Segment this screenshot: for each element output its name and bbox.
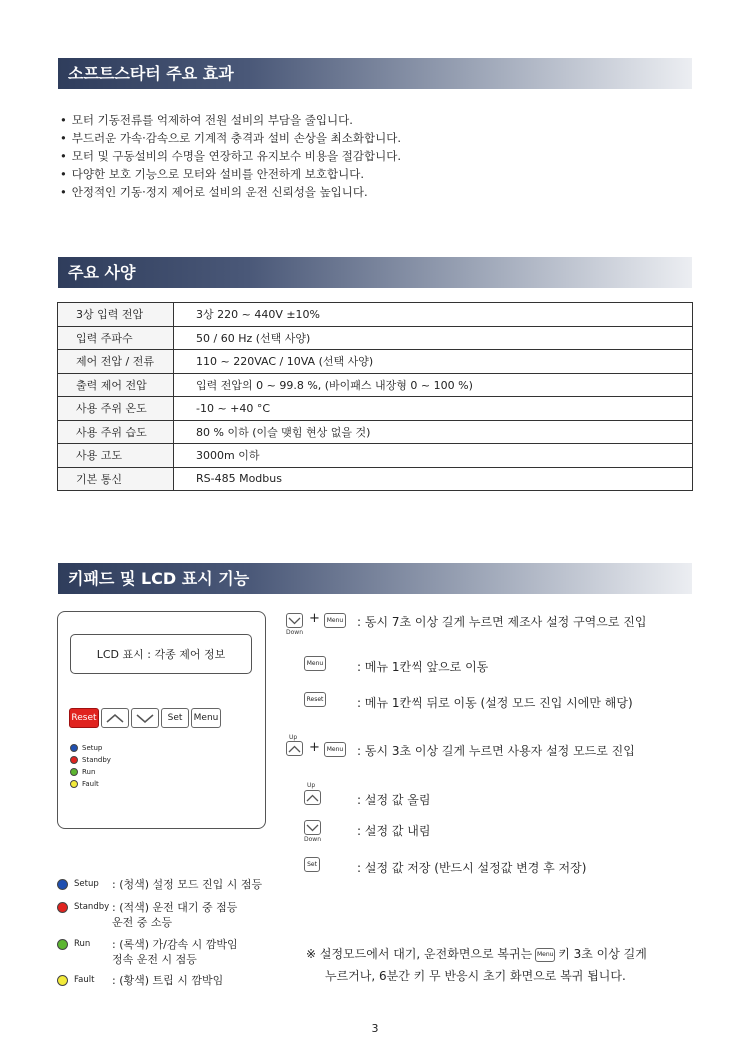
spec-value: 입력 전압의 0 ~ 99.8 %, (바이패스 내장형 0 ~ 100 %) [174,373,693,397]
chevron-down-icon [135,712,155,724]
keypad-panel [57,611,266,829]
legend-row-fault [57,973,262,988]
page-number: 3 [371,1022,379,1035]
spec-key: 사용 주위 온도 [58,397,174,421]
table-row [58,326,693,350]
up-key-icon [304,790,321,805]
led-dot [57,879,68,890]
chevron-down-icon [306,824,319,832]
function-desc: : 메뉴 1칸씩 앞으로 이동 [357,660,489,674]
legend-name: Standby [74,902,110,912]
spec-value: RS-485 Modbus [174,467,693,491]
up-caption: Up [289,734,298,741]
list-item: • 모터 기동전류를 억제하여 전원 설비의 부담을 줄입니다. [60,111,401,129]
list-item: • 안정적인 기동·정지 제어로 설비의 운전 신뢰성을 높입니다. [60,183,401,201]
table-row [58,467,693,491]
down-key-icon [286,613,303,628]
lcd-display: LCD 표시 : 각종 제어 정보 [70,634,252,674]
legend-row-run [57,937,262,973]
keypad-button-row [69,708,221,728]
plus-sign: + [309,740,320,755]
led-label: Fault [82,780,99,788]
spec-key: 사용 고도 [58,444,174,468]
function-desc: : 설정 값 올림 [357,793,431,807]
spec-value: 110 ~ 220VAC / 10VA (선택 사양) [174,350,693,374]
led-setup [70,742,111,754]
return-note-line2: 누르거나, 6분간 키 무 반응시 초기 화면으로 복귀 됩니다. [325,969,626,983]
spec-key: 제어 전압 / 전류 [58,350,174,374]
legend-row-standby [57,900,262,937]
spec-value: 3상 220 ~ 440V ±10% [174,303,693,327]
function-desc: : 설정 값 저장 (반드시 설정값 변경 후 저장) [357,861,587,875]
led-dot [70,780,78,788]
spec-value: 80 % 이하 (이슬 맺힘 현상 없을 것) [174,420,693,444]
led-indicators [70,742,111,790]
function-desc: : 동시 7초 이상 길게 누르면 제조사 설정 구역으로 진입 [357,615,647,629]
reset-key-icon: Reset [304,692,326,707]
down-caption: Down [304,836,322,843]
legend-desc: : (청색) 설정 모드 진입 시 점등 [112,878,263,891]
spec-key: 기본 통신 [58,467,174,491]
down-key-icon [304,820,321,835]
plus-sign: + [309,611,320,626]
chevron-up-icon [306,794,319,802]
return-note-line1 [306,942,647,966]
chevron-up-icon [105,712,125,724]
led-run [70,766,111,778]
effects-section-title: 소프트스타터 주요 효과 [58,58,692,89]
led-dot [70,768,78,776]
down-caption: Down [286,629,304,636]
menu-key-icon: Menu [324,613,346,628]
set-button[interactable]: Set [161,708,189,728]
spec-key: 출력 제어 전압 [58,373,174,397]
chevron-down-icon [288,617,301,625]
legend-name: Setup [74,879,99,889]
led-standby [70,754,111,766]
led-dot [57,939,68,950]
table-row [58,397,693,421]
spec-key: 사용 주위 습도 [58,420,174,444]
legend-row-setup [57,877,262,900]
set-key-icon: Set [304,857,320,872]
table-row [58,444,693,468]
chevron-up-icon [288,745,301,753]
spec-table [57,302,693,491]
table-row [58,420,693,444]
table-row [58,350,693,374]
led-dot [57,975,68,986]
led-label: Setup [82,744,103,752]
led-label: Standby [82,756,111,764]
function-desc: : 설정 값 내림 [357,824,431,838]
led-legend [57,877,262,988]
led-dot [57,902,68,913]
menu-button[interactable]: Menu [191,708,221,728]
note-text: 키 3초 이상 길게 [558,947,647,961]
legend-desc: : (황색) 트립 시 깜박임 [112,974,224,987]
spec-value: 3000m 이하 [174,444,693,468]
list-item: • 다양한 보호 기능으로 모터와 설비를 안전하게 보호합니다. [60,165,401,183]
specs-section-title: 주요 사양 [58,257,692,288]
menu-key-icon: Menu [304,656,326,671]
legend-name: Run [74,939,91,949]
reset-button[interactable]: Reset [69,708,99,728]
led-dot [70,756,78,764]
menu-key-icon: Menu [324,742,346,757]
legend-name: Fault [74,975,95,985]
led-fault [70,778,111,790]
up-button[interactable] [101,708,129,728]
effects-list [60,111,401,201]
spec-key: 3상 입력 전압 [58,303,174,327]
keypad-section-title: 키패드 및 LCD 표시 기능 [58,563,692,594]
spec-key: 입력 주파수 [58,326,174,350]
legend-desc: : (적색) 운전 대기 중 점등 운전 중 소등 [112,901,238,929]
up-key-icon [286,741,303,756]
down-button[interactable] [131,708,159,728]
list-item: • 부드러운 가속·감속으로 기계적 충격과 설비 손상을 최소화합니다. [60,129,401,147]
function-desc: : 동시 3초 이상 길게 누르면 사용자 설정 모드로 진입 [357,744,635,758]
spec-value: -10 ~ +40 °C [174,397,693,421]
up-caption: Up [307,782,316,789]
function-desc: : 메뉴 1칸씩 뒤로 이동 (설정 모드 진입 시에만 해당) [357,696,633,710]
led-dot [70,744,78,752]
menu-key-icon: Menu [535,948,555,962]
spec-value: 50 / 60 Hz (선택 사양) [174,326,693,350]
note-text: ※ 설정모드에서 대기, 운전화면으로 복귀는 [306,947,533,961]
table-row [58,373,693,397]
table-row [58,303,693,327]
legend-desc: : (록색) 가/감속 시 깜박임 정속 운전 시 점등 [112,938,238,966]
list-item: • 모터 및 구동설비의 수명을 연장하고 유지보수 비용을 절감합니다. [60,147,401,165]
led-label: Run [82,768,96,776]
